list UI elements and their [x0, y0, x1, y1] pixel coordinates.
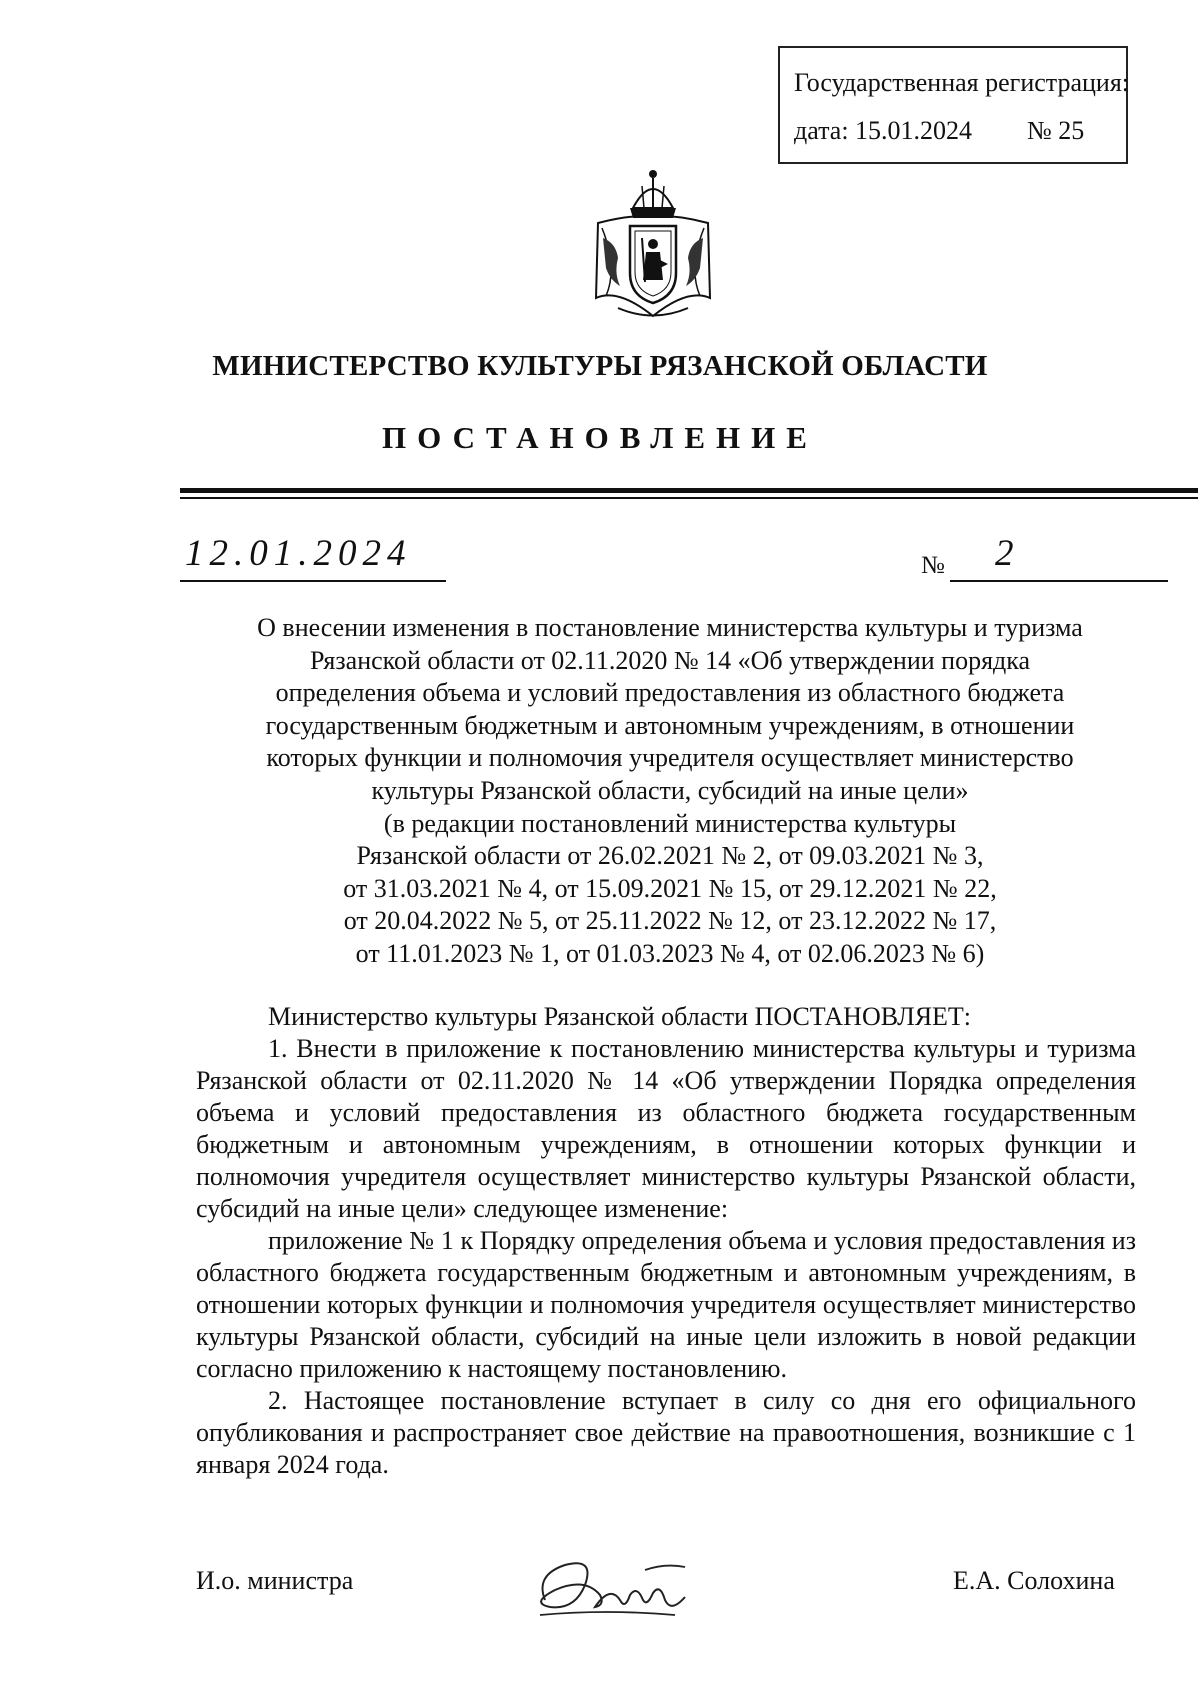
header-rule-thin: [180, 497, 1198, 499]
document-type: ПОСТАНОВЛЕНИЕ: [382, 420, 818, 455]
paragraph-2: 2. Настоящее постановление вступает в силу со дня его официального опубликования и распространяет свое действие на правоотношения, возникшие с 1 января 2024 года.: [196, 1386, 1136, 1479]
registration-title: Государственная регистрация:: [794, 68, 1130, 97]
title-line: от 20.04.2022 № 5, от 25.11.2022 № 12, от 23.12.2022 № 17,: [343, 906, 997, 936]
date-underline: [180, 580, 446, 582]
document-title: [180, 612, 1160, 971]
document-body: [196, 1001, 1136, 1481]
document-number: 2: [995, 533, 1014, 574]
signatory-position: И.о. министра: [196, 1566, 354, 1595]
signature-icon: [525, 1545, 705, 1630]
signatory-name: Е.А. Солохина: [953, 1566, 1115, 1595]
number-underline: [950, 580, 1168, 582]
title-line: определения объема и условий предоставления из областного бюджета: [275, 678, 1065, 708]
header-rule-thick: [180, 488, 1198, 493]
title-line: от 11.01.2023 № 1, от 01.03.2023 № 4, от 02.06.2023 № 6): [355, 938, 985, 968]
title-line: от 31.03.2021 № 4, от 15.09.2021 № 15, от 29.12.2021 № 22,: [343, 873, 997, 903]
preamble: Министерство культуры Рязанской области ПОСТАНОВЛЯЕТ:: [268, 1002, 972, 1031]
registration-number: № 25: [1027, 116, 1085, 145]
title-line: Рязанской области от 26.02.2021 № 2, от 09.03.2021 № 3,: [356, 841, 984, 871]
registration-stamp: [778, 46, 1128, 164]
title-line: О внесении изменения в постановление министерства культуры и туризма: [257, 613, 1083, 642]
title-line: государственным бюджетным и автономным учреждениям, в отношении: [265, 710, 1075, 740]
title-line: которых функции и полномочия учредителя осуществляет министерство: [266, 743, 1074, 773]
title-line: Рязанской области от 02.11.2020 № 14 «Об утверждении порядка: [309, 645, 1031, 675]
title-line: культуры Рязанской области, субсидий на иные цели»: [371, 775, 969, 805]
registration-date: дата: 15.01.2024: [794, 116, 973, 145]
document-date: 12.01.2024: [185, 533, 412, 574]
paragraph-1-sub: приложение № 1 к Порядку определения объема и условия предоставления из областного бюджета государственным бюджетным и автономным учреждениям, в отношении которых функции и полномочия учредителя осуществляет министерство культуры Рязанской области, субсидий на иные цели изложить в новой редакции согласно приложению к настоящему постановлению.: [196, 1226, 1136, 1383]
ministry-name: МИНИСТЕРСТВО КУЛЬТУРЫ РЯЗАНСКОЙ ОБЛАСТИ: [212, 350, 988, 382]
paragraph-1: 1. Внести в приложение к постановлению министерства культуры и туризма Рязанской области от 02.11.2020 № 14 «Об утверждении Порядка определения объема и условий предоставления из областного бюджета государственным бюджетным и автономным учреждениям, в отношении которых функции и полномочия учредителя осуществляет министерство культуры Рязанской области, субсидий на иные цели» следующее изменение:: [196, 1034, 1136, 1223]
title-line: (в редакции постановлений министерства культуры: [383, 808, 957, 838]
number-label: №: [921, 552, 945, 579]
coat-of-arms-icon: [588, 168, 718, 323]
